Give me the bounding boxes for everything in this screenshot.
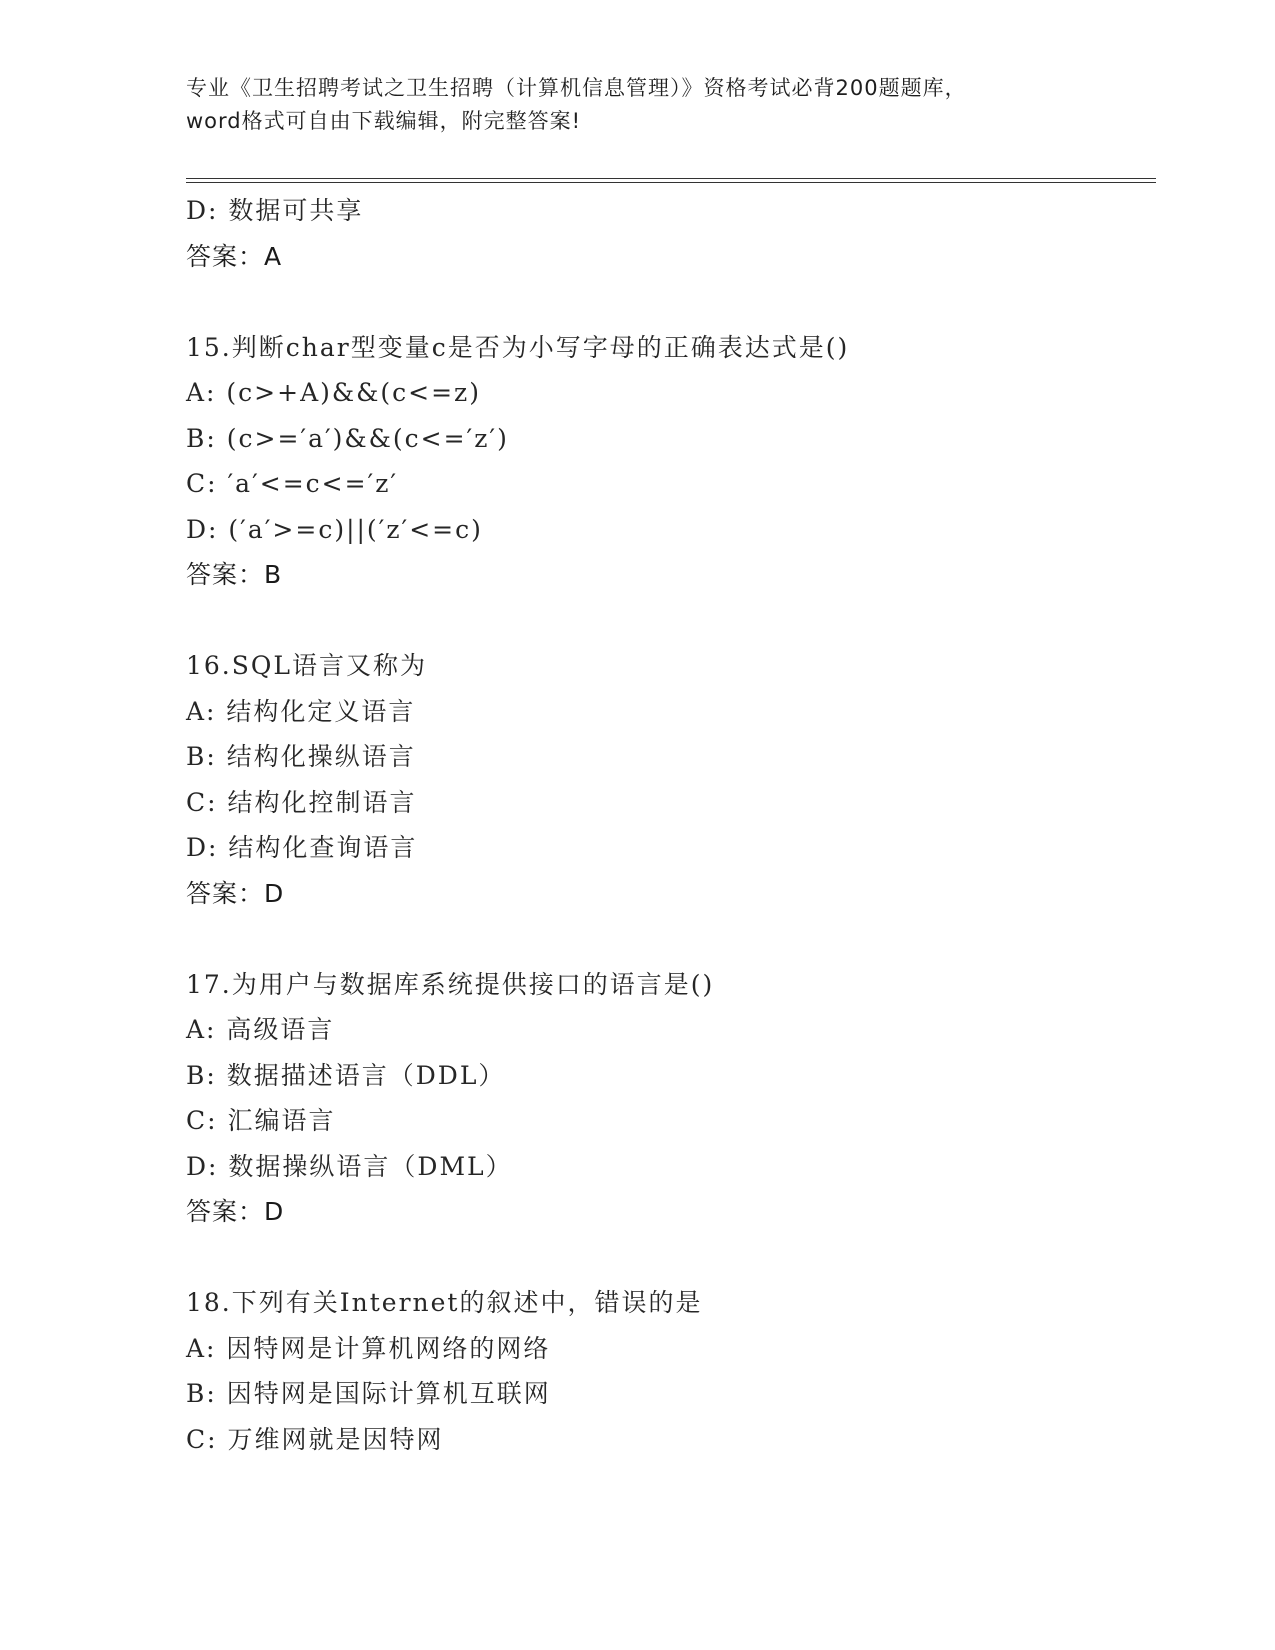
- option-a: A: 结构化定义语言: [186, 696, 416, 726]
- option-a: A: 因特网是计算机网络的网络: [186, 1333, 551, 1363]
- spacer: [186, 279, 1146, 325]
- question-15: [186, 325, 1146, 598]
- question-17: [186, 962, 1146, 1235]
- option-b: B: (c>=′a′)&&(c<=′z′): [186, 423, 509, 453]
- document-header: [186, 72, 1086, 138]
- question-16: [186, 643, 1146, 916]
- spacer: [186, 1235, 1146, 1281]
- option-c: C: 结构化控制语言: [186, 787, 417, 817]
- answer: 答案：D: [186, 1197, 285, 1226]
- spacer: [186, 916, 1146, 962]
- answer: 答案：D: [186, 878, 285, 908]
- option-a: A: (c>+A)&&(c<=z): [186, 378, 481, 407]
- question-stem: 18.下列有关Internet的叙述中，错误的是: [186, 1288, 703, 1317]
- header-title-line-2: word格式可自由下载编辑，附完整答案!: [186, 109, 582, 133]
- option-d: D: 数据可共享: [186, 196, 364, 225]
- header-title-line-1: 专业《卫生招聘考试之卫生招聘（计算机信息管理）》资格考试必背200题题库，: [186, 76, 967, 100]
- option-c: C: 汇编语言: [186, 1106, 336, 1135]
- option-d: D: 结构化查询语言: [186, 833, 418, 862]
- question-stem: 15.判断char型变量c是否为小写字母的正确表达式是(): [186, 332, 850, 362]
- option-d: D: 数据操纵语言（DML）: [186, 1151, 513, 1181]
- option-c: C: ′a′<=c<=′z′: [186, 469, 399, 498]
- header-divider: [186, 178, 1156, 183]
- answer: 答案：B: [186, 560, 283, 589]
- question-list: [186, 188, 1146, 1462]
- question-14-tail: [186, 188, 1146, 279]
- option-b: B: 数据描述语言（DDL）: [186, 1060, 506, 1090]
- option-a: A: 高级语言: [186, 1015, 335, 1044]
- option-d: D: (′a′>=c)||(′z′<=c): [186, 514, 483, 544]
- option-b: B: 结构化操纵语言: [186, 742, 416, 771]
- option-b: B: 因特网是国际计算机互联网: [186, 1379, 551, 1408]
- question-18: [186, 1280, 1146, 1462]
- option-c: C: 万维网就是因特网: [186, 1424, 444, 1454]
- spacer: [186, 598, 1146, 644]
- question-stem: 16.SQL语言又称为: [186, 651, 427, 680]
- question-stem: 17.为用户与数据库系统提供接口的语言是(): [186, 969, 715, 999]
- answer: 答案：A: [186, 241, 283, 271]
